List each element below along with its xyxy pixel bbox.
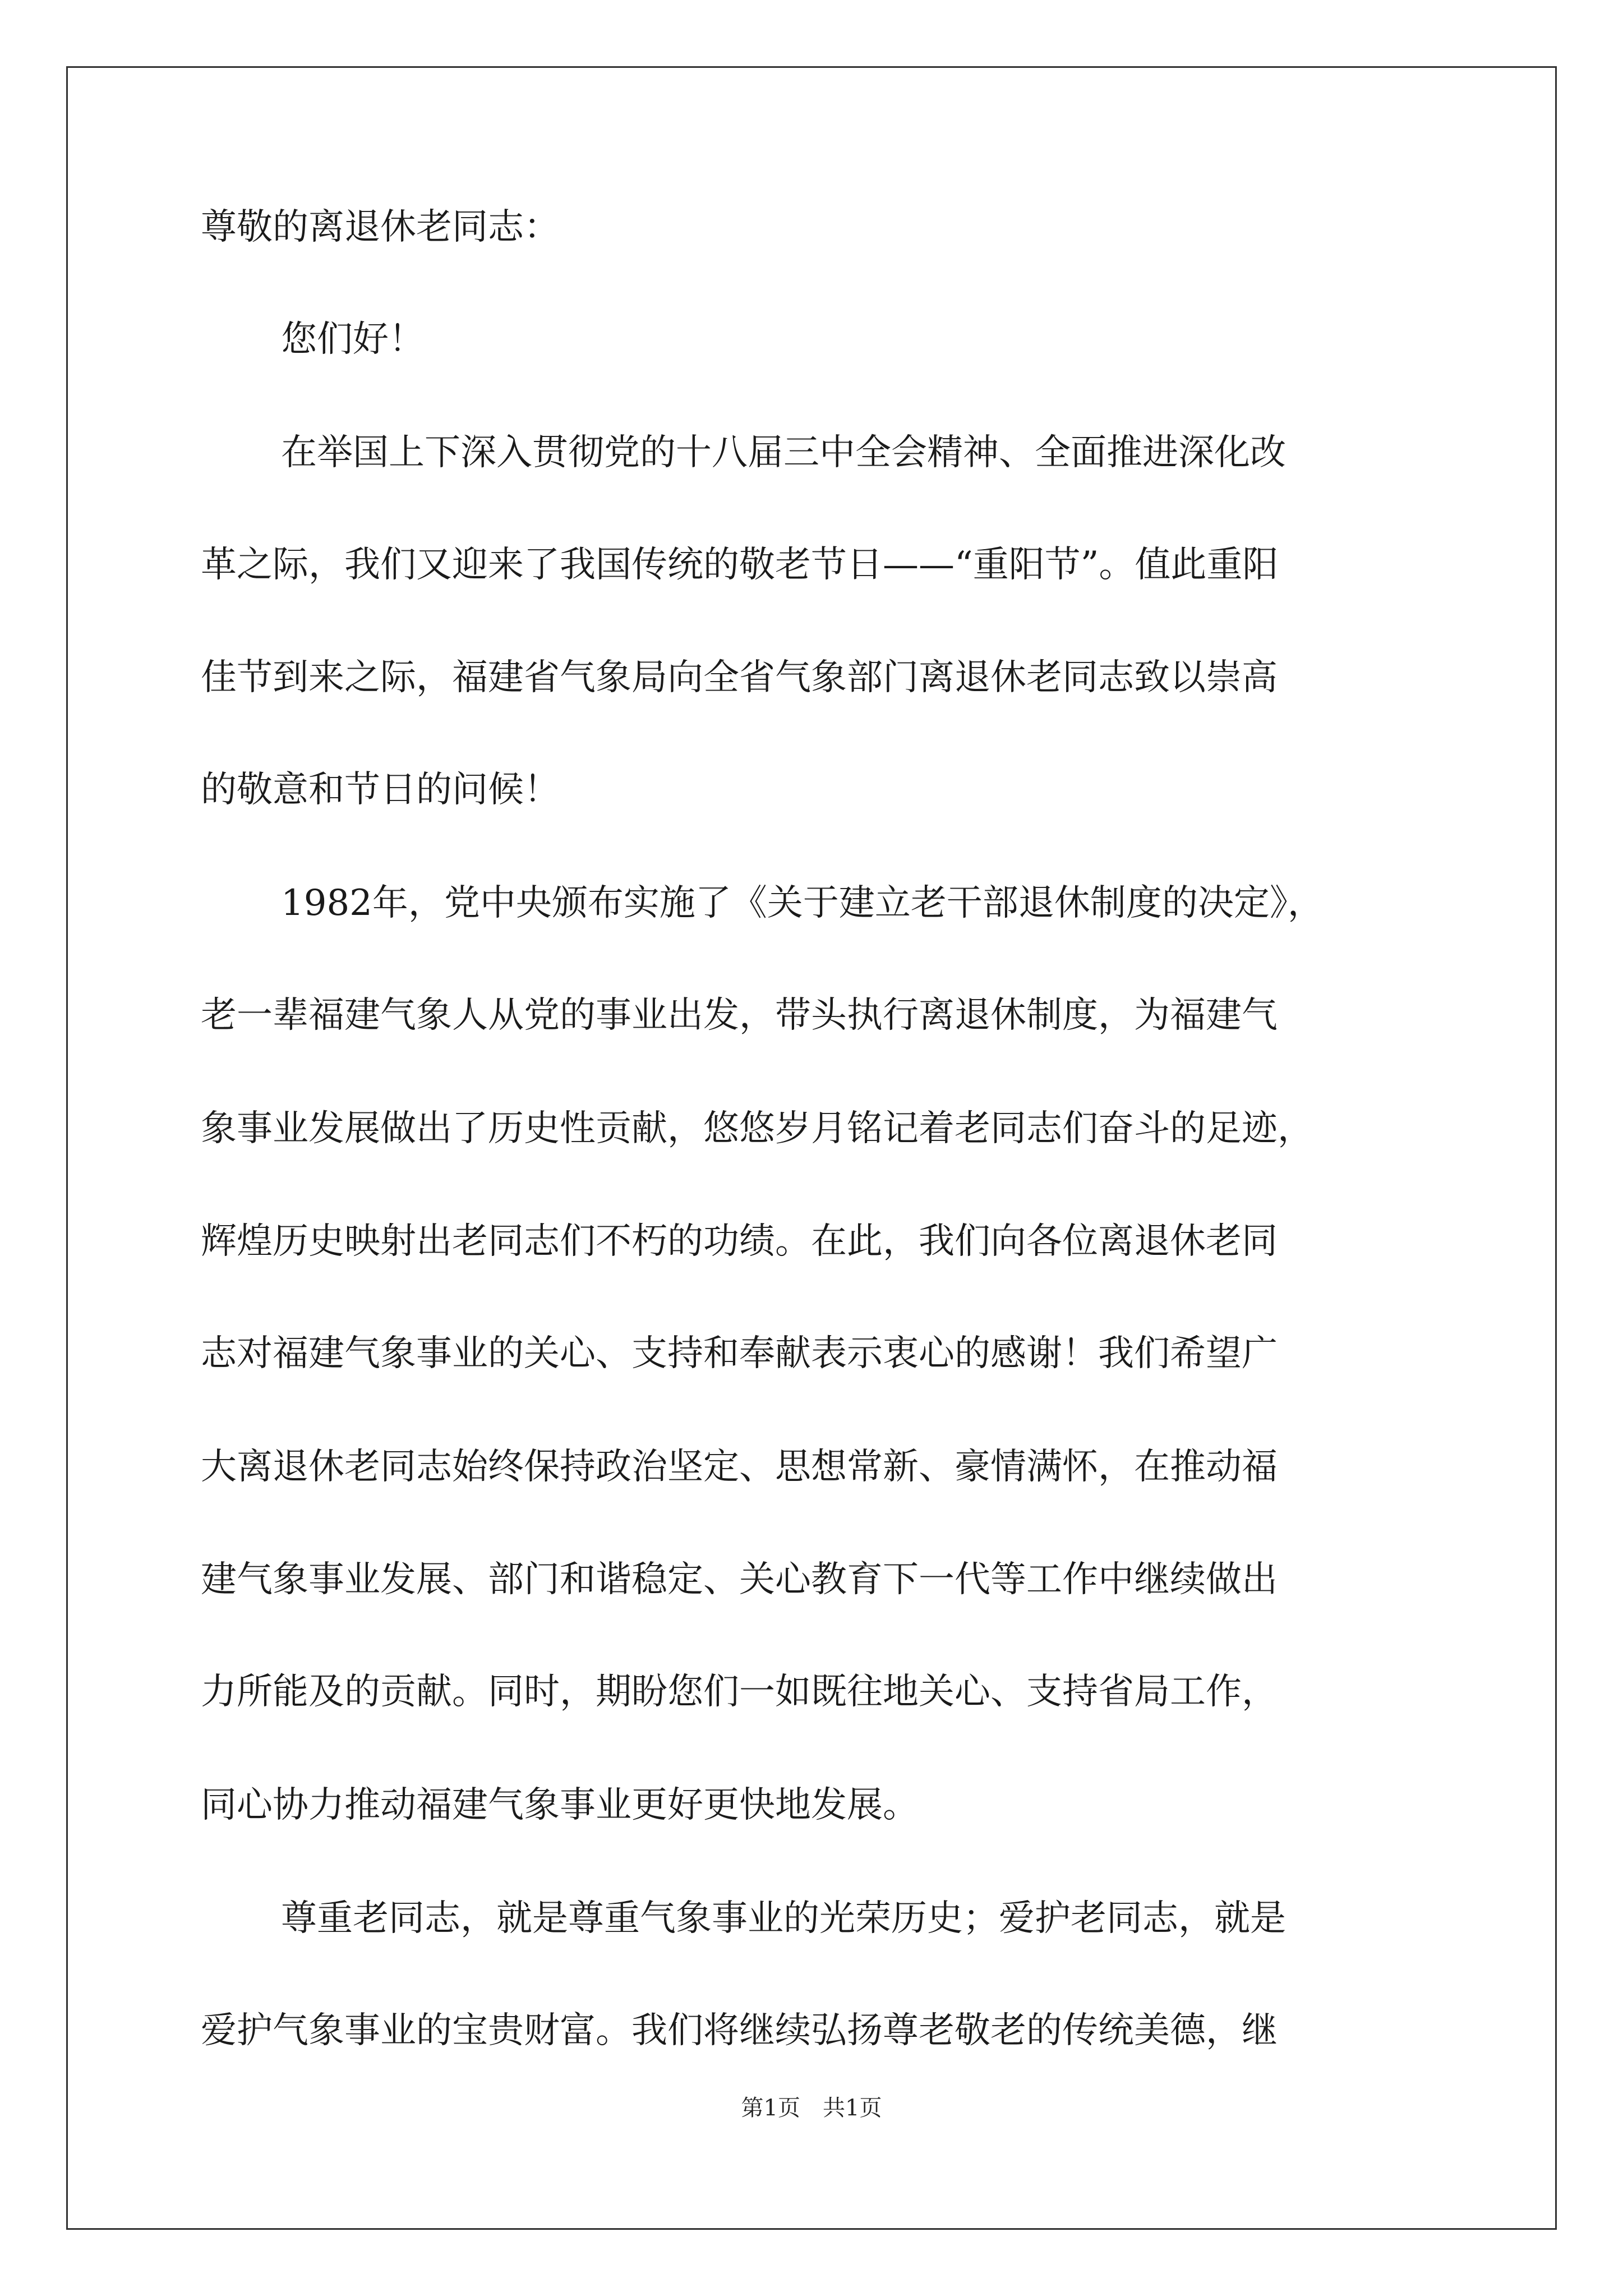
paragraph-1-line-1: 在举国上下深入贯彻党的十八届三中全会精神、全面推进深化改	[281, 432, 1286, 473]
greeting: 您们好！	[281, 319, 425, 360]
paragraph-1-line-4: 的敬意和节日的问候！	[201, 769, 560, 811]
paragraph-2-line-2: 老一辈福建气象人从党的事业出发，带头执行离退休制度，为福建气	[201, 995, 1278, 1036]
paragraph-2-line-7: 建气象事业发展、部门和谐稳定、关心教育下一代等工作中继续做出	[201, 1559, 1278, 1600]
paragraph-2-line-8: 力所能及的贡献。同时，期盼您们一如既往地关心、支持省局工作，	[201, 1671, 1278, 1713]
paragraph-3-line-1: 尊重老同志，就是尊重气象事业的光荣历史；爱护老同志，就是	[281, 1898, 1286, 1939]
paragraph-2-line-3: 象事业发展做出了历史性贡献，悠悠岁月铭记着老同志们奋斗的足迹，	[201, 1108, 1313, 1149]
paragraph-2-line-5: 志对福建气象事业的关心、支持和奉献表示衷心的感谢！我们希望广	[201, 1333, 1278, 1374]
paragraph-2-line-1: 1982年，党中央颁布实施了《关于建立老干部退休制度的决定》，	[281, 882, 1324, 924]
paragraph-3-line-2: 爱护气象事业的宝贵财富。我们将继续弘扬尊老敬老的传统美德，继	[201, 2010, 1278, 2051]
paragraph-2-line-9: 同心协力推动福建气象事业更好更快地发展。	[201, 1784, 919, 1826]
paragraph-1-line-2: 革之际，我们又迎来了我国传统的敬老节日——“重阳节”。值此重阳	[201, 544, 1279, 586]
paragraph-2-line-6: 大离退休老同志始终保持政治坚定、思想常新、豪情满怀，在推动福	[201, 1446, 1278, 1488]
page-number-footer: 第1页 共1页	[741, 2095, 882, 2121]
paragraph-1-line-3: 佳节到来之际，福建省气象局向全省气象部门离退休老同志致以崇高	[201, 657, 1278, 698]
paragraph-2-line-4: 辉煌历史映射出老同志们不朽的功绩。在此，我们向各位离退休老同	[201, 1221, 1278, 1262]
salutation: 尊敬的离退休老同志：	[201, 206, 560, 248]
